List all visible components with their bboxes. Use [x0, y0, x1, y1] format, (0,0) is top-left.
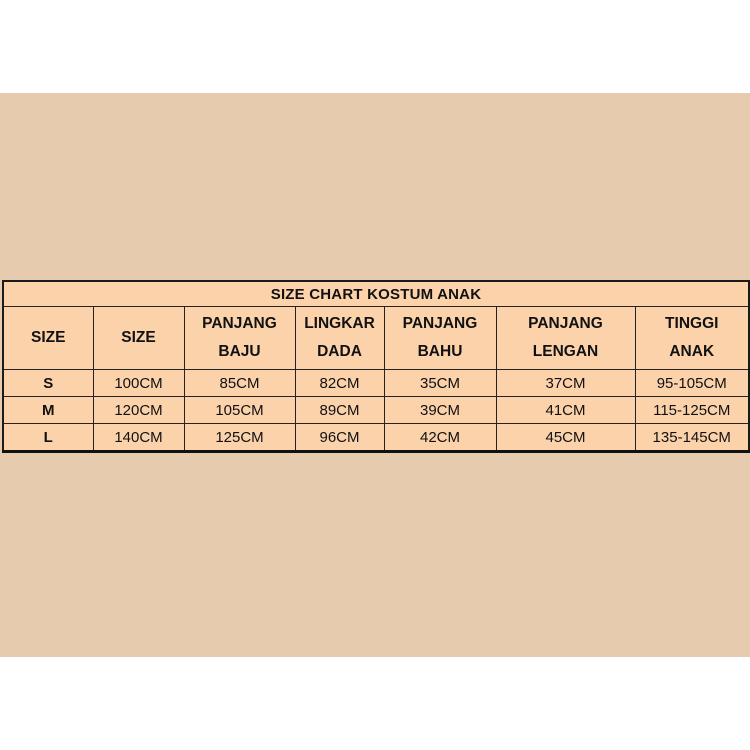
- table-title: SIZE CHART KOSTUM ANAK: [3, 281, 749, 307]
- size-chart-table: [2, 280, 750, 453]
- panjang-bahu-cell: 42CM: [384, 424, 496, 452]
- panjang-baju-cell: 85CM: [184, 370, 295, 397]
- header-text: DADA: [317, 343, 362, 360]
- header-tinggi-anak: [635, 307, 749, 370]
- panjang-bahu-cell: 39CM: [384, 397, 496, 424]
- size-label-cell: S: [3, 370, 93, 397]
- table-row: [3, 370, 749, 397]
- lingkar-dada-cell: 89CM: [295, 397, 384, 424]
- header-text: SIZE: [31, 329, 66, 346]
- header-text: BAHU: [417, 343, 463, 360]
- table-row: [3, 424, 749, 452]
- header-text: LINGKAR: [304, 315, 375, 332]
- header-text: PANJANG: [202, 315, 277, 332]
- header-text: SIZE: [121, 329, 156, 346]
- tinggi-anak-cell: 135-145CM: [635, 424, 749, 452]
- size-chart: [2, 280, 748, 453]
- tinggi-anak-cell: 95-105CM: [635, 370, 749, 397]
- header-text: ANAK: [669, 343, 715, 360]
- size-cell: 140CM: [93, 424, 184, 452]
- header-size: [93, 307, 184, 370]
- size-cell: 120CM: [93, 397, 184, 424]
- header-panjang-lengan: [496, 307, 635, 370]
- panjang-bahu-cell: 35CM: [384, 370, 496, 397]
- header-lingkar-dada: [295, 307, 384, 370]
- panjang-baju-cell: 105CM: [184, 397, 295, 424]
- lingkar-dada-cell: 96CM: [295, 424, 384, 452]
- header-panjang-baju: [184, 307, 295, 370]
- title-row: [3, 281, 749, 307]
- header-text: PANJANG: [528, 315, 603, 332]
- header-text: PANJANG: [402, 315, 478, 332]
- size-label-cell: L: [3, 424, 93, 452]
- header-size-label: [3, 307, 93, 370]
- panjang-lengan-cell: 45CM: [496, 424, 635, 452]
- panjang-lengan-cell: 37CM: [496, 370, 635, 397]
- size-label-cell: M: [3, 397, 93, 424]
- header-text: LENGAN: [532, 343, 599, 360]
- header-text: BAJU: [218, 343, 261, 360]
- table-row: [3, 397, 749, 424]
- header-panjang-bahu: [384, 307, 496, 370]
- size-cell: 100CM: [93, 370, 184, 397]
- header-text: TINGGI: [665, 315, 719, 332]
- panjang-baju-cell: 125CM: [184, 424, 295, 452]
- header-row: [3, 307, 749, 370]
- tinggi-anak-cell: 115-125CM: [635, 397, 749, 424]
- lingkar-dada-cell: 82CM: [295, 370, 384, 397]
- panjang-lengan-cell: 41CM: [496, 397, 635, 424]
